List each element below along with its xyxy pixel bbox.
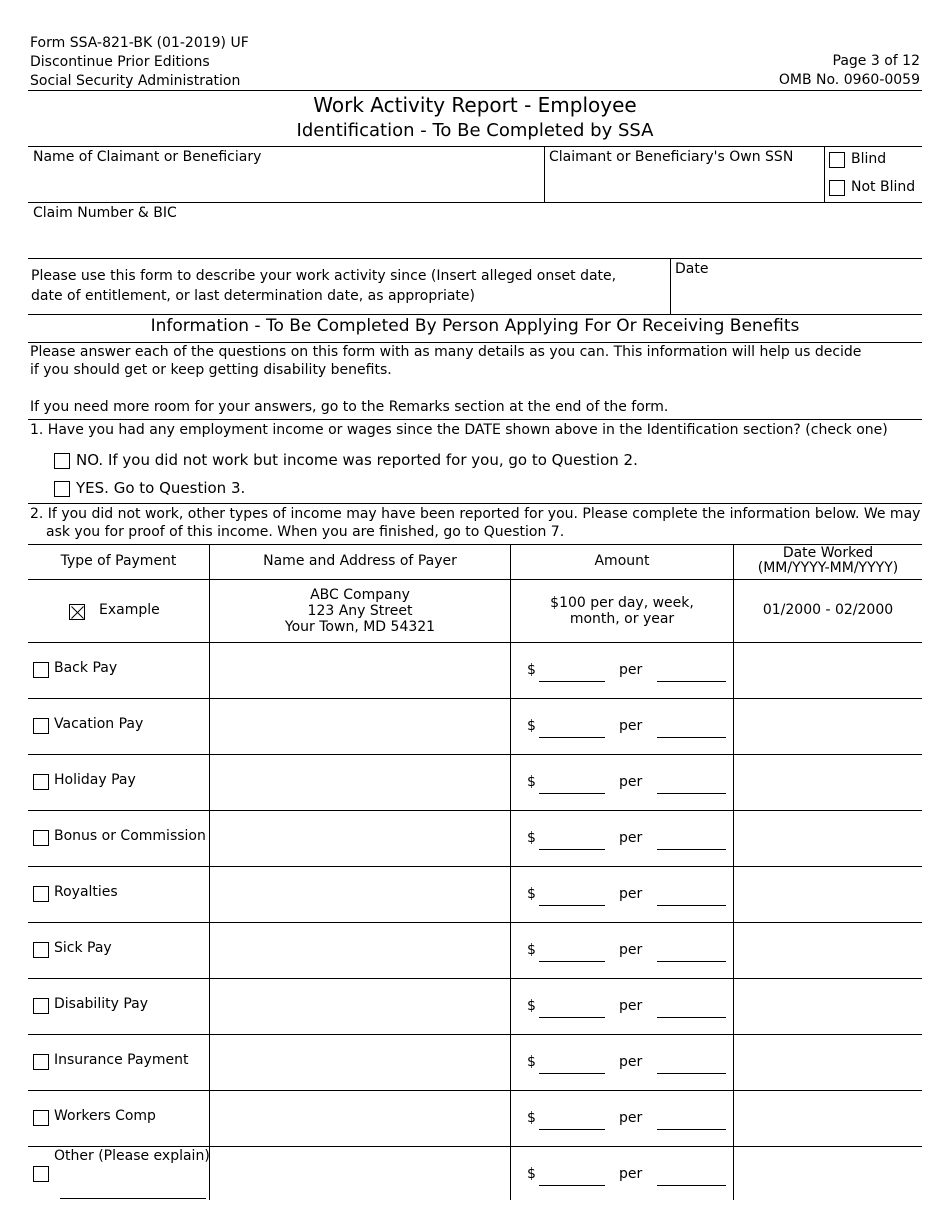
remarks-note: If you need more room for your answers, go to the Remarks section at the end of the form.	[30, 399, 669, 415]
q1-no-checkbox[interactable]	[54, 453, 70, 469]
row-workers-comp-checkbox[interactable]	[33, 1110, 49, 1126]
row-other-payer-field[interactable]	[212, 1150, 508, 1202]
blind-label: Blind	[851, 151, 887, 167]
form-header-right	[779, 52, 920, 90]
row-other-label: Other (Please explain)	[54, 1148, 210, 1164]
row-workers-comp-date-field[interactable]	[736, 1094, 920, 1146]
col-date-header-line-2: (MM/YYYY-MM/YYYY)	[757, 560, 899, 576]
col-type-header: Type of Payment	[60, 553, 177, 569]
row-royalties-checkbox[interactable]	[33, 886, 49, 902]
row-back-pay-date-field[interactable]	[736, 646, 920, 698]
form-id: Form SSA-821-BK (01-2019) UF	[30, 35, 249, 51]
date-field[interactable]	[672, 278, 921, 313]
row-holiday-pay-payer-field[interactable]	[212, 758, 508, 810]
row-vacation-pay-date-field[interactable]	[736, 702, 920, 754]
row-workers-comp-amount-input[interactable]	[539, 1129, 605, 1130]
row-royalties-dollar: $	[527, 886, 536, 902]
row-holiday-pay-dollar: $	[527, 774, 536, 790]
row-royalties-per: per	[619, 886, 643, 902]
row-holiday-pay-amount-input[interactable]	[539, 793, 605, 794]
row-sick-pay-checkbox[interactable]	[33, 942, 49, 958]
row-workers-comp-per: per	[619, 1110, 643, 1126]
divider	[28, 579, 922, 580]
row-vacation-pay-label: Vacation Pay	[54, 716, 144, 732]
row-royalties-date-field[interactable]	[736, 870, 920, 922]
since-line-2: date of entitlement, or last determination date, as appropriate)	[31, 288, 476, 304]
row-bonus-or-commission-dollar: $	[527, 830, 536, 846]
row-other-explain-input[interactable]	[60, 1198, 206, 1199]
divider	[28, 754, 922, 755]
discontinue-note: Discontinue Prior Editions	[30, 54, 210, 70]
divider	[544, 146, 545, 202]
date-label: Date	[675, 261, 709, 277]
divider	[28, 810, 922, 811]
information-intro	[30, 343, 922, 379]
divider	[824, 146, 825, 202]
divider	[28, 419, 922, 420]
divider	[670, 258, 671, 314]
col-payer-header: Name and Address of Payer	[263, 553, 457, 569]
example-amount-line-1: $100 per day, week,	[550, 595, 694, 611]
divider	[28, 642, 922, 643]
name-field[interactable]	[29, 166, 543, 202]
name-label: Name of Claimant or Beneficiary	[33, 149, 262, 165]
row-disability-pay-per: per	[619, 998, 643, 1014]
row-holiday-pay-label: Holiday Pay	[54, 772, 136, 788]
question-2-text	[30, 505, 920, 541]
col-date-header-line-1: Date Worked	[782, 545, 874, 561]
divider	[209, 544, 210, 1200]
q1-no-label: NO. If you did not work but income was reported for you, go to Question 2.	[76, 451, 638, 469]
divider	[28, 698, 922, 699]
row-sick-pay-date-field[interactable]	[736, 926, 920, 978]
q1-yes-label: YES. Go to Question 3.	[76, 479, 246, 497]
row-sick-pay-dollar: $	[527, 942, 536, 958]
row-other-amount-input[interactable]	[539, 1185, 605, 1186]
row-other-checkbox[interactable]	[33, 1166, 49, 1182]
divider	[28, 202, 922, 203]
row-disability-pay-checkbox[interactable]	[33, 998, 49, 1014]
row-disability-pay-date-field[interactable]	[736, 982, 920, 1034]
divider	[28, 1146, 922, 1147]
row-back-pay-payer-field[interactable]	[212, 646, 508, 698]
example-amount	[511, 595, 733, 627]
row-vacation-pay-amount-input[interactable]	[539, 737, 605, 738]
row-royalties-label: Royalties	[54, 884, 118, 900]
row-insurance-payment-date-field[interactable]	[736, 1038, 920, 1090]
row-insurance-payment-checkbox[interactable]	[33, 1054, 49, 1070]
row-disability-pay-period-input[interactable]	[657, 1017, 726, 1018]
example-payer-line-3: Your Town, MD 54321	[284, 619, 436, 635]
example-checkbox	[69, 604, 85, 620]
row-back-pay-dollar: $	[527, 662, 536, 678]
row-bonus-or-commission-payer-field[interactable]	[212, 814, 508, 866]
row-insurance-payment-per: per	[619, 1054, 643, 1070]
example-amount-line-2: month, or year	[569, 611, 675, 627]
row-sick-pay-per: per	[619, 942, 643, 958]
ssn-field[interactable]	[546, 168, 822, 201]
row-workers-comp-payer-field[interactable]	[212, 1094, 508, 1146]
row-workers-comp-label: Workers Comp	[54, 1108, 156, 1124]
row-sick-pay-payer-field[interactable]	[212, 926, 508, 978]
identification-heading: Identification - To Be Completed by SSA	[296, 120, 654, 141]
since-instructions	[31, 266, 616, 306]
row-bonus-or-commission-period-input[interactable]	[657, 849, 726, 850]
divider	[28, 978, 922, 979]
row-bonus-or-commission-label: Bonus or Commission	[54, 828, 206, 844]
row-back-pay-period-input[interactable]	[657, 681, 726, 682]
col-date-header	[734, 546, 922, 576]
example-payer-line-1: ABC Company	[310, 587, 410, 603]
row-insurance-payment-label: Insurance Payment	[54, 1052, 189, 1068]
row-sick-pay-amount-input[interactable]	[539, 961, 605, 962]
row-bonus-or-commission-per: per	[619, 830, 643, 846]
divider	[733, 544, 734, 1200]
row-workers-comp-period-input[interactable]	[657, 1129, 726, 1130]
intro-line-1: Please answer each of the questions on this form with as many details as you can. This information will help us decide	[30, 344, 862, 360]
row-back-pay-checkbox[interactable]	[33, 662, 49, 678]
example-payer	[210, 587, 510, 635]
divider	[28, 1090, 922, 1091]
row-vacation-pay-checkbox[interactable]	[33, 718, 49, 734]
row-back-pay-per: per	[619, 662, 643, 678]
row-insurance-payment-period-input[interactable]	[657, 1073, 726, 1074]
not-blind-checkbox[interactable]	[829, 180, 845, 196]
claim-number-field[interactable]	[29, 222, 921, 257]
row-back-pay-label: Back Pay	[54, 660, 118, 676]
claim-number-label: Claim Number & BIC	[33, 205, 177, 221]
page-title: Work Activity Report - Employee	[313, 93, 637, 117]
row-insurance-payment-payer-field[interactable]	[212, 1038, 508, 1090]
divider	[28, 90, 922, 91]
q1-yes-checkbox[interactable]	[54, 481, 70, 497]
row-bonus-or-commission-checkbox[interactable]	[33, 830, 49, 846]
row-bonus-or-commission-amount-input[interactable]	[539, 849, 605, 850]
row-disability-pay-amount-input[interactable]	[539, 1017, 605, 1018]
row-royalties-payer-field[interactable]	[212, 870, 508, 922]
divider	[28, 922, 922, 923]
example-label: Example	[99, 602, 160, 618]
ssn-label: Claimant or Beneficiary's Own SSN	[549, 149, 794, 165]
row-vacation-pay-period-input[interactable]	[657, 737, 726, 738]
divider	[28, 258, 922, 259]
q2-line-2: ask you for proof of this income. When you are finished, go to Question 7.	[46, 524, 565, 540]
row-sick-pay-label: Sick Pay	[54, 940, 112, 956]
row-disability-pay-payer-field[interactable]	[212, 982, 508, 1034]
divider	[28, 146, 922, 147]
row-other-period-input[interactable]	[657, 1185, 726, 1186]
row-other-dollar: $	[527, 1166, 536, 1182]
omb-number: OMB No. 0960-0059	[778, 72, 920, 88]
row-insurance-payment-dollar: $	[527, 1054, 536, 1070]
row-other-date-field[interactable]	[736, 1150, 920, 1202]
agency-name: Social Security Administration	[30, 73, 241, 89]
since-line-1: Please use this form to describe your work activity since (Insert alleged onset date,	[31, 268, 617, 284]
row-insurance-payment-amount-input[interactable]	[539, 1073, 605, 1074]
row-royalties-period-input[interactable]	[657, 905, 726, 906]
row-vacation-pay-dollar: $	[527, 718, 536, 734]
intro-line-2: if you should get or keep getting disability benefits.	[30, 362, 392, 378]
form-header-left	[30, 34, 249, 91]
row-other-per: per	[619, 1166, 643, 1182]
example-dates: 01/2000 - 02/2000	[762, 602, 894, 618]
row-bonus-or-commission-date-field[interactable]	[736, 814, 920, 866]
row-back-pay-amount-input[interactable]	[539, 681, 605, 682]
row-holiday-pay-period-input[interactable]	[657, 793, 726, 794]
divider	[510, 544, 511, 1200]
information-heading: Information - To Be Completed By Person Applying For Or Receiving Benefits	[150, 316, 800, 336]
row-royalties-amount-input[interactable]	[539, 905, 605, 906]
col-amount-header: Amount	[594, 553, 650, 569]
divider	[28, 1034, 922, 1035]
divider	[28, 866, 922, 867]
not-blind-label: Not Blind	[851, 179, 916, 195]
q2-line-1: 2. If you did not work, other types of income may have been reported for you. Please complete the information below. We may	[30, 506, 921, 522]
row-vacation-pay-payer-field[interactable]	[212, 702, 508, 754]
row-holiday-pay-date-field[interactable]	[736, 758, 920, 810]
row-vacation-pay-per: per	[619, 718, 643, 734]
blind-checkbox[interactable]	[829, 152, 845, 168]
row-sick-pay-period-input[interactable]	[657, 961, 726, 962]
page-number: Page 3 of 12	[832, 53, 920, 69]
divider	[28, 314, 922, 315]
question-1-text: 1. Have you had any employment income or wages since the DATE shown above in the Identification section? (check one)	[30, 422, 888, 438]
row-disability-pay-dollar: $	[527, 998, 536, 1014]
example-payer-line-2: 123 Any Street	[307, 603, 413, 619]
row-disability-pay-label: Disability Pay	[54, 996, 149, 1012]
row-workers-comp-dollar: $	[527, 1110, 536, 1126]
row-holiday-pay-per: per	[619, 774, 643, 790]
divider	[28, 503, 922, 504]
row-holiday-pay-checkbox[interactable]	[33, 774, 49, 790]
